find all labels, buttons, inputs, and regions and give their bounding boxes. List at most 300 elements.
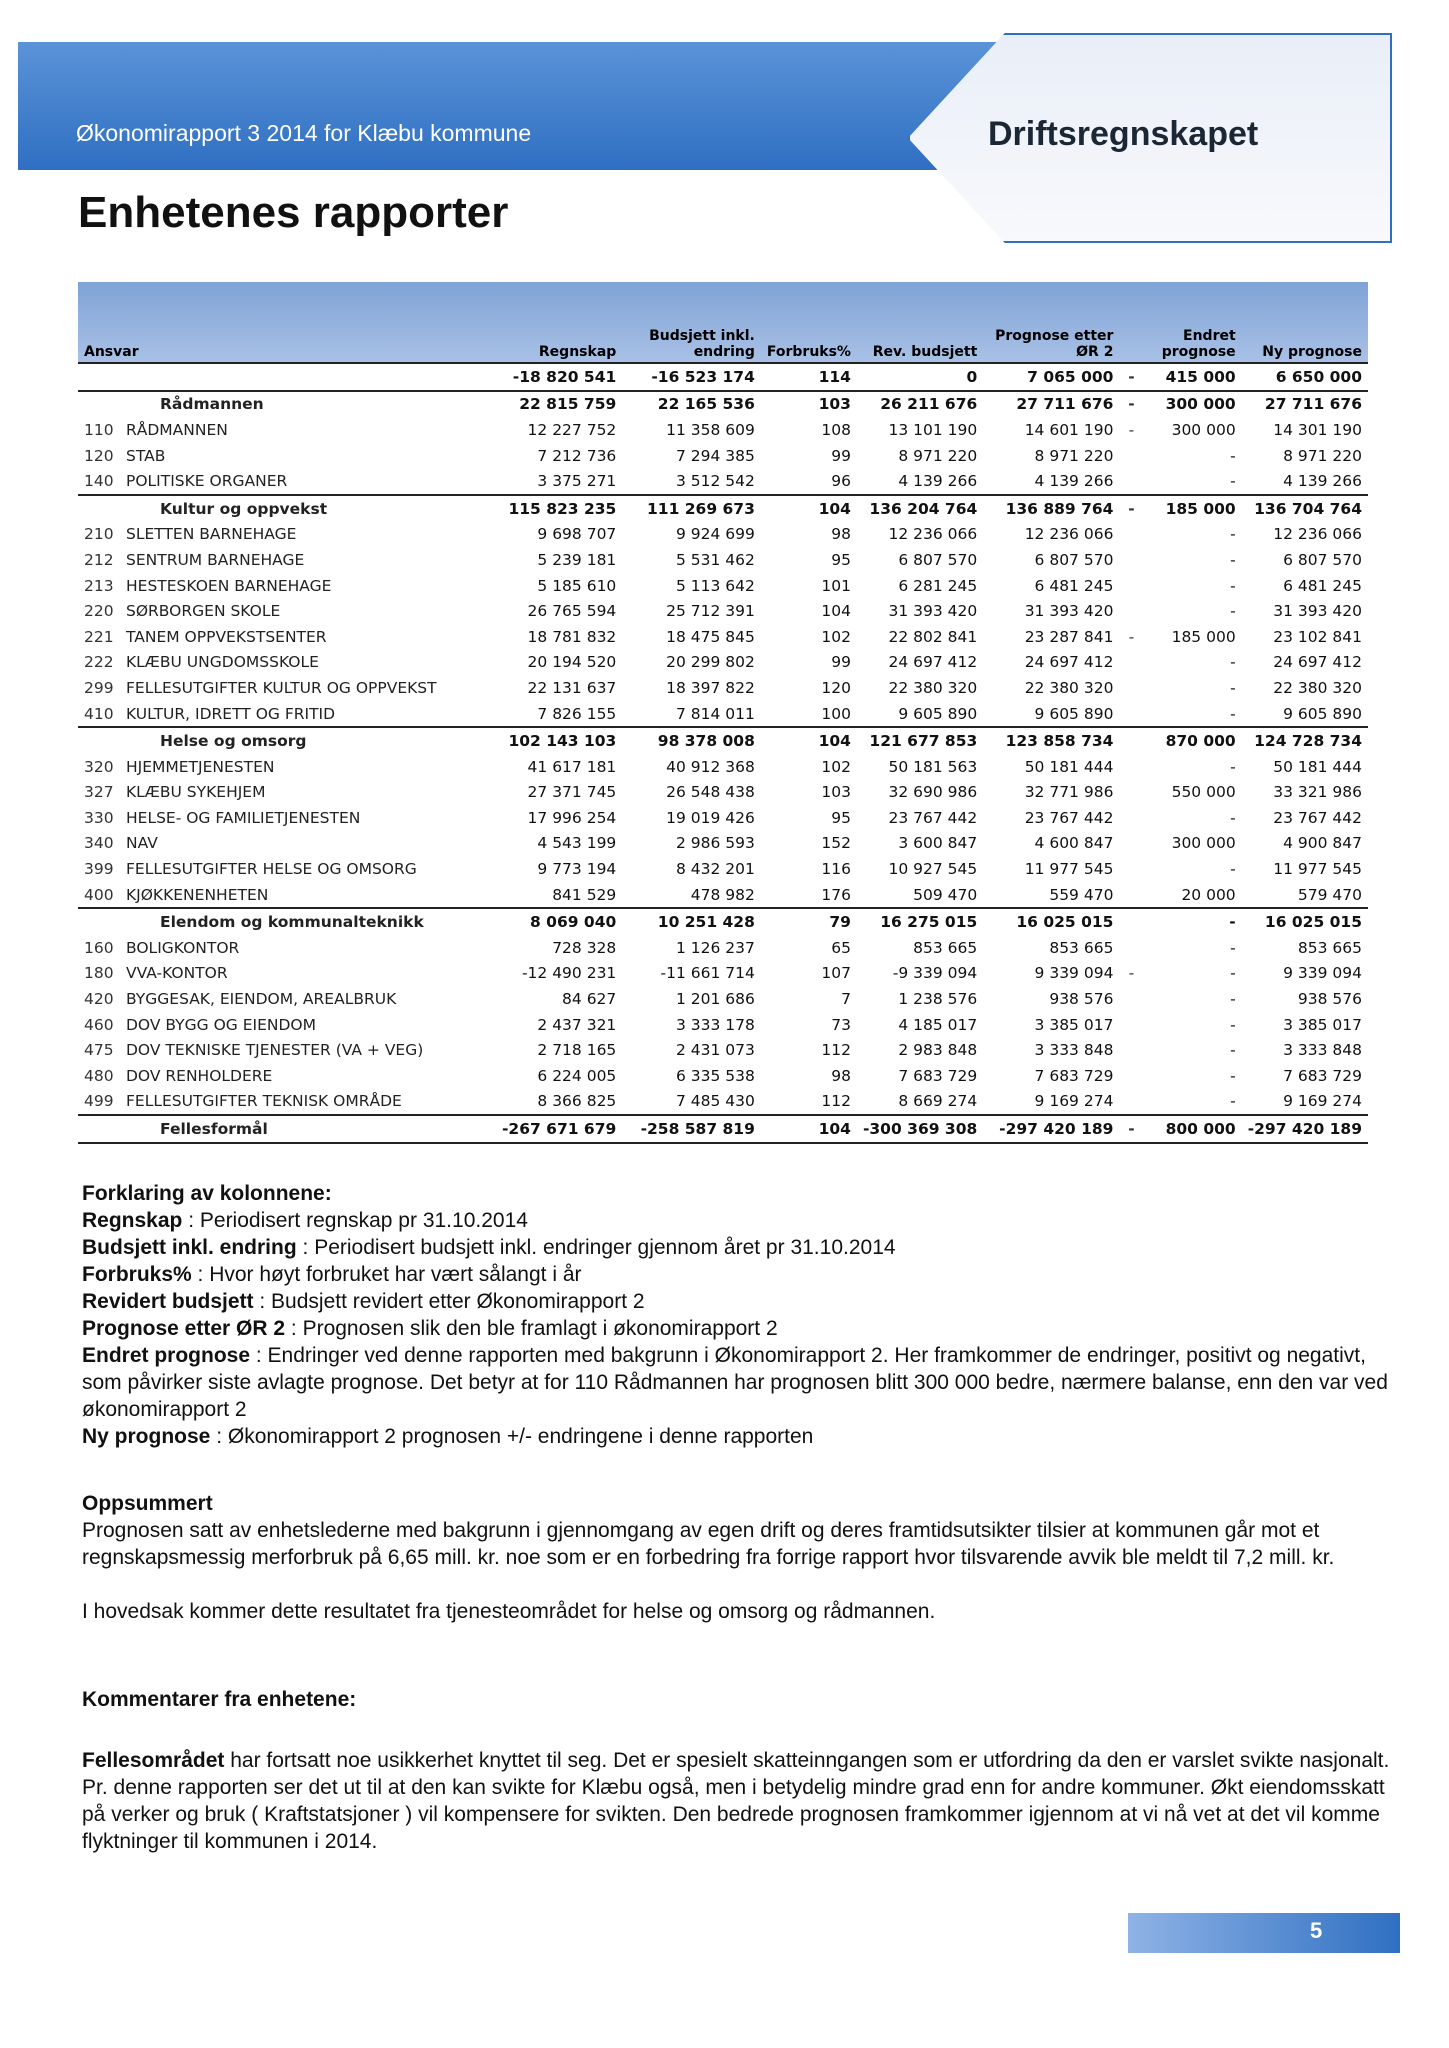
explanation-label: Forbruks% <box>82 1263 192 1286</box>
cell-budsjett: 7 294 385 <box>675 446 755 465</box>
table-row <box>78 1012 1368 1038</box>
explanation-heading: Forklaring av kolonnene: <box>82 1182 332 1205</box>
cell-ny: 8 971 220 <box>1283 446 1362 465</box>
cell-ny: 6 807 570 <box>1283 550 1362 569</box>
row-code: 110 <box>84 420 114 439</box>
cell-ny: 3 333 848 <box>1283 1041 1362 1060</box>
row-code: 222 <box>84 653 114 672</box>
row-name: DOV BYGG OG EIENDOM <box>126 1015 316 1034</box>
row-name <box>120 363 496 391</box>
row-name: SENTRUM BARNEHAGE <box>126 550 305 569</box>
cell-regnskap: 7 826 155 <box>537 704 617 723</box>
row-code: 213 <box>84 576 114 595</box>
table-row <box>78 754 1368 780</box>
cell-prognose: 9 169 274 <box>1034 1092 1114 1111</box>
table-row <box>78 573 1368 599</box>
explanation-item <box>82 1288 1402 1315</box>
cell-ny: 938 576 <box>1297 990 1362 1009</box>
cell-sign: - <box>1119 495 1143 522</box>
cell-rev-budsjett: 12 236 066 <box>888 525 978 544</box>
cell-ny: -297 420 189 <box>1242 1115 1368 1143</box>
explanation-item <box>82 1207 1402 1234</box>
table-row <box>78 598 1368 624</box>
felles-label: Fellesområdet <box>82 1749 225 1772</box>
cell-regnskap: 22 815 759 <box>496 391 622 418</box>
table-row <box>78 961 1368 987</box>
cell-forbruk: 99 <box>831 446 851 465</box>
header-banner <box>18 42 1060 170</box>
cell-rev-budsjett: 4 139 266 <box>898 472 978 491</box>
col-budsjett: Budsjett inkl. endring <box>649 328 755 360</box>
cell-sign <box>1119 856 1143 882</box>
cell-regnskap: 102 143 103 <box>496 727 622 754</box>
cell-forbruk: 120 <box>821 678 851 697</box>
row-code: 120 <box>84 446 114 465</box>
cell-endret: - <box>1230 704 1236 723</box>
table-row <box>78 1063 1368 1089</box>
table-row <box>78 1037 1368 1063</box>
col-ansvar: Ansvar <box>84 344 139 360</box>
cell-rev-budsjett: 9 605 890 <box>898 704 978 723</box>
table-row <box>78 624 1368 650</box>
cell-forbruk: 7 <box>841 990 851 1009</box>
cell-budsjett: 1 201 686 <box>675 990 755 1009</box>
cell-ny: 31 393 420 <box>1273 602 1362 621</box>
col-regnskap: Regnskap <box>538 344 617 360</box>
row-name: DOV TEKNISKE TJENESTER (VA + VEG) <box>126 1041 424 1060</box>
cell-regnskap: 26 765 594 <box>527 602 617 621</box>
cell-forbruk: 104 <box>761 1115 857 1143</box>
cell-sign <box>1119 701 1143 728</box>
cell-budsjett: 7 485 430 <box>675 1092 755 1111</box>
cell-endret: 800 000 <box>1143 1115 1241 1143</box>
cell-budsjett: 25 712 391 <box>666 602 755 621</box>
cell-rev-budsjett: 6 281 245 <box>898 576 978 595</box>
row-code: 220 <box>84 602 114 621</box>
cell-endret: - <box>1230 938 1236 957</box>
page-number: 5 <box>1310 1918 1323 1943</box>
row-code: 221 <box>84 627 114 646</box>
cell-ny: 6 650 000 <box>1242 363 1368 391</box>
cell-rev-budsjett: 121 677 853 <box>857 727 983 754</box>
cell-budsjett: 40 912 368 <box>666 757 755 776</box>
cell-forbruk: 112 <box>821 1041 851 1060</box>
cell-forbruk: 176 <box>821 885 851 904</box>
cell-prognose: 9 339 094 <box>1034 964 1114 983</box>
cell-regnskap: 27 371 745 <box>527 783 617 802</box>
table-row <box>78 986 1368 1012</box>
row-name: HESTESKOEN BARNEHAGE <box>126 576 332 595</box>
table-row <box>78 468 1368 495</box>
cell-forbruk: 101 <box>821 576 851 595</box>
cell-regnskap: 6 224 005 <box>537 1066 617 1085</box>
cell-prognose: 27 711 676 <box>983 391 1119 418</box>
cell-forbruk: 104 <box>761 727 857 754</box>
row-name: TANEM OPPVEKSTSENTER <box>126 627 327 646</box>
cell-prognose: 559 470 <box>1049 885 1114 904</box>
cell-ny: 50 181 444 <box>1273 757 1362 776</box>
table-row <box>78 935 1368 961</box>
cell-endret: - <box>1230 964 1236 983</box>
cell-sign <box>1119 780 1143 806</box>
row-name: HELSE- OG FAMILIETJENESTEN <box>126 808 361 827</box>
cell-forbruk: 100 <box>821 704 851 723</box>
row-name: KJØKKENENHETEN <box>126 885 269 904</box>
row-name: HJEMMETJENESTEN <box>126 757 275 776</box>
cell-prognose: 23 287 841 <box>1024 627 1114 646</box>
cell-prognose: 16 025 015 <box>983 908 1119 935</box>
cell-sign <box>1119 754 1143 780</box>
row-code: 340 <box>84 834 114 853</box>
row-code: 210 <box>84 525 114 544</box>
cell-endret: 415 000 <box>1143 363 1241 391</box>
row-code: 212 <box>84 550 114 569</box>
cell-rev-budsjett: 23 767 442 <box>888 808 978 827</box>
cell-rev-budsjett: 8 669 274 <box>898 1092 978 1111</box>
cell-endret: - <box>1230 1041 1236 1060</box>
table-row <box>78 727 1368 754</box>
cell-regnskap: 41 617 181 <box>527 757 617 776</box>
cell-forbruk: 102 <box>821 757 851 776</box>
cell-sign: - <box>1119 1115 1143 1143</box>
cell-prognose: 6 807 570 <box>1034 550 1114 569</box>
row-code <box>78 1115 120 1143</box>
cell-regnskap: 3 375 271 <box>537 472 617 491</box>
table-row <box>78 391 1368 418</box>
explanation-item <box>82 1261 1402 1288</box>
cell-ny: 6 481 245 <box>1283 576 1362 595</box>
page-title: Enhetenes rapporter <box>78 188 509 237</box>
col-sign <box>1119 282 1143 363</box>
cell-budsjett: 98 378 008 <box>622 727 761 754</box>
cell-rev-budsjett: 6 807 570 <box>898 550 978 569</box>
explanation-text: : Budsjett revidert etter Økonomirapport 2 <box>253 1290 645 1313</box>
cell-budsjett: 111 269 673 <box>622 495 761 522</box>
cell-forbruk: 65 <box>831 938 851 957</box>
explanation-text: : Periodisert regnskap pr 31.10.2014 <box>182 1209 528 1232</box>
cell-regnskap: -267 671 679 <box>496 1115 622 1143</box>
cell-prognose: 4 139 266 <box>1034 472 1114 491</box>
cell-prognose: 14 601 190 <box>1024 420 1114 439</box>
row-name: FELLESUTGIFTER TEKNISK OMRÅDE <box>126 1092 402 1111</box>
row-name: KLÆBU SYKEHJEM <box>126 783 266 802</box>
cell-ny: 9 169 274 <box>1283 1092 1362 1111</box>
cell-ny: 4 139 266 <box>1283 472 1362 491</box>
cell-budsjett: 22 165 536 <box>622 391 761 418</box>
table-row <box>78 495 1368 522</box>
row-code: 475 <box>84 1041 114 1060</box>
cell-forbruk: 104 <box>821 602 851 621</box>
table-row <box>78 831 1368 857</box>
cell-sign: - <box>1119 363 1143 391</box>
explanation-text: : Periodisert budsjett inkl. endringer gjennom året pr 31.10.2014 <box>296 1236 896 1259</box>
cell-regnskap: 17 996 254 <box>527 808 617 827</box>
cell-rev-budsjett: 22 802 841 <box>888 627 978 646</box>
cell-sign <box>1119 727 1143 754</box>
cell-regnskap: -18 820 541 <box>496 363 622 391</box>
row-code: 410 <box>84 704 114 723</box>
cell-regnskap: 84 627 <box>562 990 617 1009</box>
cell-rev-budsjett: 22 380 320 <box>888 678 978 697</box>
cell-budsjett: 10 251 428 <box>622 908 761 935</box>
explanation-item <box>82 1234 1402 1261</box>
explanation-text: : Økonomirapport 2 prognosen +/- endringene i denne rapporten <box>210 1425 814 1448</box>
cell-forbruk: 79 <box>761 908 857 935</box>
table-row <box>78 780 1368 806</box>
cell-budsjett: 2 431 073 <box>675 1041 755 1060</box>
col-ny: Ny prognose <box>1262 344 1362 360</box>
cell-sign <box>1119 1012 1143 1038</box>
cell-ny: 7 683 729 <box>1283 1066 1362 1085</box>
explanation-label: Regnskap <box>82 1209 183 1232</box>
cell-budsjett: 3 333 178 <box>675 1015 755 1034</box>
explanation-text: : Endringer ved denne rapporten med bakgrunn i Økonomirapport 2. Her framkommer de endringer, positivt og negativt, som påvirker siste avlagte prognose. Det betyr at for 110 Rådmannen har prognosen blitt 300 000 bedre, nærmere balanse, enn den var ved økonomirapport 2 <box>82 1344 1388 1421</box>
cell-forbruk: 114 <box>761 363 857 391</box>
row-code: 299 <box>84 678 114 697</box>
row-code: 399 <box>84 860 114 879</box>
section-title: Driftsregnskapet <box>988 115 1259 153</box>
table-row <box>78 675 1368 701</box>
cell-prognose: 12 236 066 <box>1024 525 1114 544</box>
cell-prognose: -297 420 189 <box>983 1115 1119 1143</box>
row-code <box>78 495 120 522</box>
cell-forbruk: 99 <box>831 653 851 672</box>
cell-prognose: 3 385 017 <box>1034 1015 1114 1034</box>
cell-ny: 24 697 412 <box>1273 653 1362 672</box>
summary-paragraph-2: I hovedsak kommer dette resultatet fra tjenesteområdet for helse og omsorg og rådmannen. <box>82 1600 936 1623</box>
explanation-label: Ny prognose <box>82 1425 211 1448</box>
cell-budsjett: 478 982 <box>690 885 755 904</box>
comments-section <box>82 1686 1402 1855</box>
cell-endret: 550 000 <box>1171 783 1236 802</box>
explanation-label: Revidert budsjett <box>82 1290 254 1313</box>
cell-rev-budsjett: 13 101 190 <box>888 420 978 439</box>
explanation-item <box>82 1315 1402 1342</box>
cell-forbruk: 102 <box>821 627 851 646</box>
report-table <box>78 282 1368 1144</box>
cell-prognose: 50 181 444 <box>1024 757 1114 776</box>
cell-endret: - <box>1230 446 1236 465</box>
cell-budsjett: 5 531 462 <box>675 550 755 569</box>
cell-regnskap: 728 328 <box>552 938 617 957</box>
cell-regnskap: 4 543 199 <box>537 834 617 853</box>
cell-ny: 23 102 841 <box>1273 627 1362 646</box>
row-code: 420 <box>84 990 114 1009</box>
cell-sign: - <box>1128 627 1135 646</box>
cell-forbruk: 95 <box>831 808 851 827</box>
cell-regnskap: 841 529 <box>552 885 617 904</box>
row-code <box>78 908 120 935</box>
cell-forbruk: 103 <box>761 391 857 418</box>
summary-paragraph: Prognosen satt av enhetslederne med bakgrunn i gjennomgang av egen drift og deres framtidsutsikter tilsier at kommunen går mot et regnskapsmessig merforbruk på 6,65 mill. kr. noe som er en forbedring fra forrige rapport hvor tilsvarende avvik ble meldt til 7,2 mill. kr. <box>82 1519 1335 1569</box>
cell-forbruk: 98 <box>831 525 851 544</box>
cell-sign <box>1119 1089 1143 1116</box>
cell-forbruk: 96 <box>831 472 851 491</box>
row-name: FELLESUTGIFTER HELSE OG OMSORG <box>126 860 417 879</box>
cell-regnskap: 2 718 165 <box>537 1041 617 1060</box>
cell-ny: 579 470 <box>1297 885 1362 904</box>
table-row <box>78 522 1368 548</box>
cell-prognose: 11 977 545 <box>1024 860 1114 879</box>
cell-rev-budsjett: 8 971 220 <box>898 446 978 465</box>
cell-sign <box>1119 675 1143 701</box>
row-code: 499 <box>84 1092 114 1111</box>
cell-regnskap: -12 490 231 <box>521 964 617 983</box>
cell-prognose: 4 600 847 <box>1034 834 1114 853</box>
cell-sign <box>1119 468 1143 495</box>
cell-regnskap: 8 366 825 <box>537 1092 617 1111</box>
cell-endret: 185 000 <box>1143 495 1241 522</box>
cell-prognose: 123 858 734 <box>983 727 1119 754</box>
cell-rev-budsjett: 26 211 676 <box>857 391 983 418</box>
cell-prognose: 9 605 890 <box>1034 704 1114 723</box>
comments-heading: Kommentarer fra enhetene: <box>82 1688 357 1711</box>
cell-rev-budsjett: 16 275 015 <box>857 908 983 935</box>
cell-forbruk: 107 <box>821 964 851 983</box>
row-name: VVA-KONTOR <box>126 964 228 983</box>
explanation-text: : Prognosen slik den ble framlagt i økonomirapport 2 <box>285 1317 778 1340</box>
cell-budsjett: -11 661 714 <box>660 964 755 983</box>
row-code <box>78 391 120 418</box>
summary-heading: Oppsummert <box>82 1492 213 1515</box>
cell-budsjett: 20 299 802 <box>666 653 755 672</box>
row-name: BYGGESAK, EIENDOM, AREALBRUK <box>126 990 397 1009</box>
cell-prognose: 8 971 220 <box>1034 446 1114 465</box>
cell-ny: 22 380 320 <box>1273 678 1362 697</box>
cell-prognose: 22 380 320 <box>1024 678 1114 697</box>
cell-endret: - <box>1230 1092 1236 1111</box>
cell-regnskap: 9 773 194 <box>537 860 617 879</box>
cell-rev-budsjett: 7 683 729 <box>898 1066 978 1085</box>
cell-sign: - <box>1128 964 1135 983</box>
cell-prognose: 6 481 245 <box>1034 576 1114 595</box>
col-endret: Endret prognose <box>1161 328 1236 360</box>
cell-budsjett: 18 475 845 <box>666 627 755 646</box>
cell-endret: - <box>1230 602 1236 621</box>
cell-sign <box>1119 573 1143 599</box>
cell-ny: 16 025 015 <box>1242 908 1368 935</box>
cell-sign <box>1119 986 1143 1012</box>
cell-sign <box>1119 908 1143 935</box>
cell-ny: 33 321 986 <box>1273 783 1362 802</box>
cell-regnskap: 7 212 736 <box>537 446 617 465</box>
cell-rev-budsjett: 50 181 563 <box>888 757 978 776</box>
row-name: Elendom og kommunalteknikk <box>120 908 496 935</box>
cell-endret: - <box>1143 908 1241 935</box>
cell-rev-budsjett: 1 238 576 <box>898 990 978 1009</box>
cell-budsjett: 11 358 609 <box>666 420 755 439</box>
cell-sign <box>1119 805 1143 831</box>
cell-prognose: 24 697 412 <box>1024 653 1114 672</box>
cell-rev-budsjett: 10 927 545 <box>888 860 978 879</box>
cell-endret: 185 000 <box>1171 627 1236 646</box>
cell-prognose: 31 393 420 <box>1024 602 1114 621</box>
cell-ny: 853 665 <box>1297 938 1362 957</box>
row-name: DOV RENHOLDERE <box>126 1066 273 1085</box>
cell-forbruk: 112 <box>821 1092 851 1111</box>
table-row <box>78 443 1368 469</box>
table-row <box>78 701 1368 728</box>
cell-prognose: 23 767 442 <box>1024 808 1114 827</box>
cell-rev-budsjett: 3 600 847 <box>898 834 978 853</box>
cell-endret: - <box>1230 550 1236 569</box>
felles-text: har fortsatt noe usikkerhet knyttet til seg. Det er spesielt skatteinngangen som er utfordring da den er varslet svikte nasjonalt. Pr. denne rapporten ser det ut til at den kan svikte for Klæbu også, men i betydelig mindre grad enn for andre kommuner. Økt eiendomsskatt på verker og bruk ( Kraftstatsjoner ) vil kompensere for svikten. Den bedrede prognosen framkommer igjennom at vi nå vet at det vil komme flyktninger til kommunen i 2014. <box>82 1749 1390 1853</box>
cell-rev-budsjett: 136 204 764 <box>857 495 983 522</box>
row-code: 160 <box>84 938 114 957</box>
cell-endret: - <box>1230 990 1236 1009</box>
explanation-item <box>82 1423 1402 1450</box>
row-name: Helse og omsorg <box>120 727 496 754</box>
cell-budsjett: -16 523 174 <box>622 363 761 391</box>
cell-endret: - <box>1230 678 1236 697</box>
cell-regnskap: 9 698 707 <box>537 525 617 544</box>
cell-prognose: 3 333 848 <box>1034 1041 1114 1060</box>
cell-budsjett: 8 432 201 <box>675 860 755 879</box>
cell-rev-budsjett: 32 690 986 <box>888 783 978 802</box>
cell-ny: 12 236 066 <box>1273 525 1362 544</box>
table-header-row <box>78 282 1368 363</box>
explanation-section <box>82 1180 1402 1450</box>
cell-regnskap: 20 194 520 <box>527 653 617 672</box>
cell-regnskap: 8 069 040 <box>496 908 622 935</box>
cell-endret: - <box>1230 808 1236 827</box>
cell-ny: 9 339 094 <box>1283 964 1362 983</box>
explanation-item <box>82 1342 1402 1423</box>
explanation-label: Budsjett inkl. endring <box>82 1236 297 1259</box>
cell-rev-budsjett: -9 339 094 <box>892 964 978 983</box>
cell-sign <box>1119 598 1143 624</box>
cell-sign <box>1119 935 1143 961</box>
table-row <box>78 417 1368 443</box>
cell-ny: 4 900 847 <box>1283 834 1362 853</box>
cell-endret: 300 000 <box>1143 391 1241 418</box>
row-name: Fellesformål <box>120 1115 496 1143</box>
felles-paragraph <box>82 1747 1402 1855</box>
cell-forbruk: 104 <box>761 495 857 522</box>
cell-forbruk: 152 <box>821 834 851 853</box>
cell-sign: - <box>1119 391 1143 418</box>
row-name: POLITISKE ORGANER <box>126 472 288 491</box>
cell-regnskap: 5 185 610 <box>537 576 617 595</box>
cell-endret: 20 000 <box>1181 885 1236 904</box>
cell-budsjett: 3 512 542 <box>675 472 755 491</box>
cell-regnskap: 22 131 637 <box>527 678 617 697</box>
row-name: BOLIGKONTOR <box>126 938 240 957</box>
col-prognose: Prognose etter ØR 2 <box>995 328 1114 360</box>
cell-prognose: 32 771 986 <box>1024 783 1114 802</box>
row-name: Kultur og oppvekst <box>120 495 496 522</box>
cell-budsjett: 7 814 011 <box>675 704 755 723</box>
cell-forbruk: 73 <box>831 1015 851 1034</box>
table-row <box>78 547 1368 573</box>
row-code: 140 <box>84 472 114 491</box>
cell-rev-budsjett: 24 697 412 <box>888 653 978 672</box>
cell-sign <box>1119 522 1143 548</box>
cell-budsjett: 6 335 538 <box>675 1066 755 1085</box>
cell-endret: 300 000 <box>1171 420 1236 439</box>
cell-prognose: 7 065 000 <box>983 363 1119 391</box>
cell-ny: 3 385 017 <box>1283 1015 1362 1034</box>
cell-sign <box>1119 1063 1143 1089</box>
cell-prognose: 136 889 764 <box>983 495 1119 522</box>
cell-rev-budsjett: 2 983 848 <box>898 1041 978 1060</box>
cell-endret: 300 000 <box>1171 834 1236 853</box>
row-name: FELLESUTGIFTER KULTUR OG OPPVEKST <box>126 678 437 697</box>
cell-regnskap: 115 823 235 <box>496 495 622 522</box>
cell-endret: - <box>1230 472 1236 491</box>
cell-budsjett: 1 126 237 <box>675 938 755 957</box>
cell-budsjett: 9 924 699 <box>675 525 755 544</box>
